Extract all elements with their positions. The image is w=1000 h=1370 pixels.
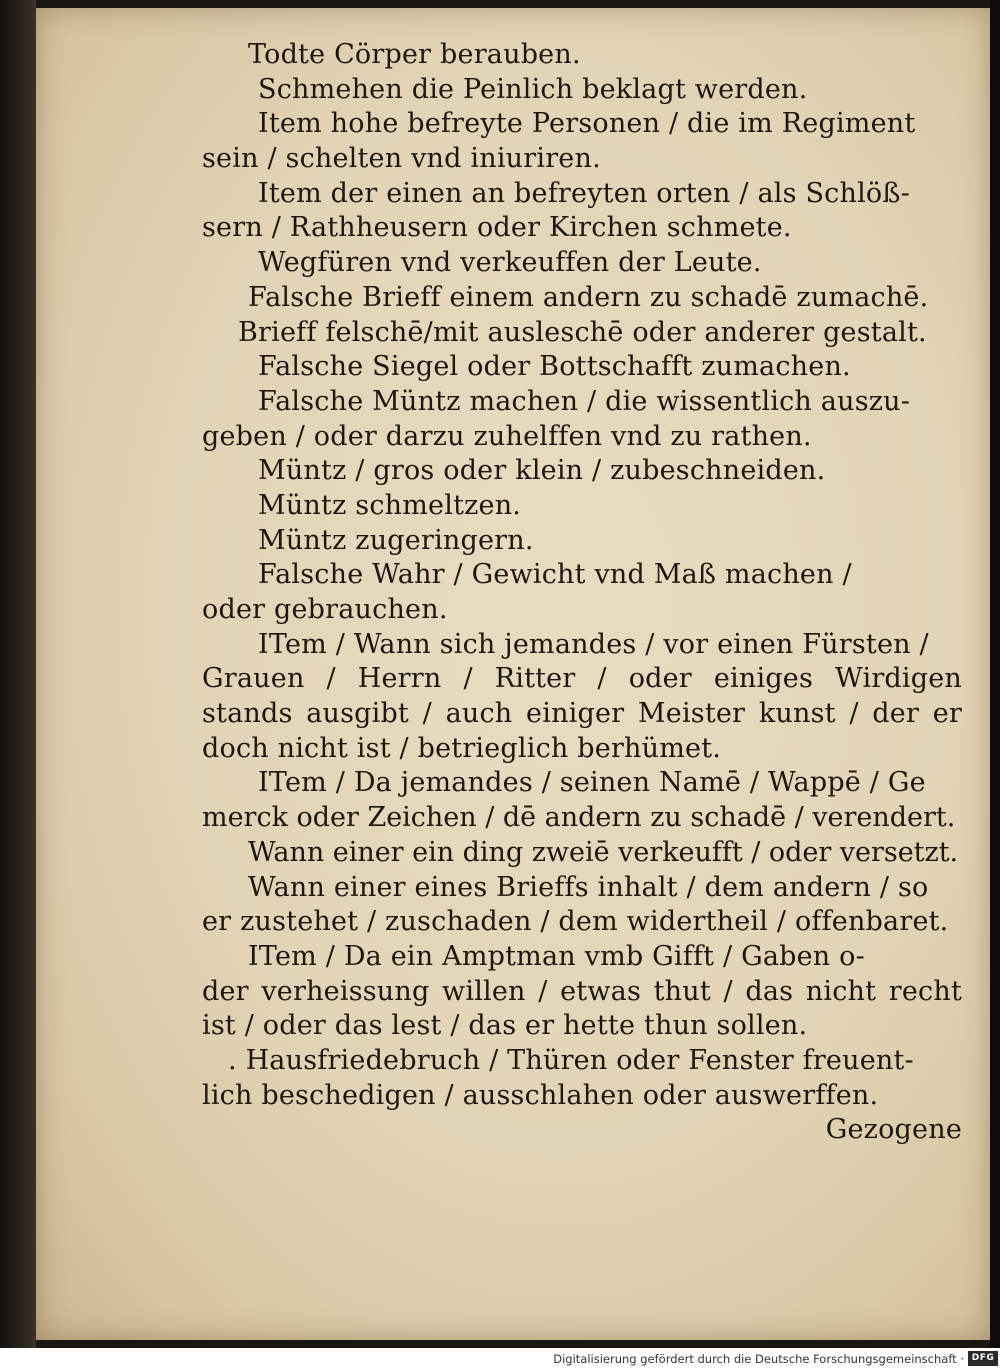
text-line: Brieff felschē/mit ausleschē oder anderer gestalt.: [238, 316, 927, 348]
text-line: ist / oder das lest / das er hette thun sollen.: [202, 1010, 808, 1042]
text-line: er zustehet / zuschaden / dem widertheil / offenbaret.: [202, 906, 949, 938]
text-line: der verheissung willen / etwas thut / das nicht recht: [202, 975, 962, 1007]
text-line: merck oder Zeichen / dē andern zu schadē / verendert.: [202, 802, 956, 834]
text-line: ITem / Da jemandes / seinen Namē / Wappē / Ge: [258, 767, 926, 799]
text-line: Müntz schmeltzen.: [258, 489, 522, 521]
text-line: ITem / Wann sich jemandes / vor einen Fürsten /: [258, 628, 929, 660]
text-line: Todte Cörper berauben.: [248, 39, 581, 70]
footer-bar: [0, 1348, 1000, 1370]
text-line: sern / Rathheusern oder Kirchen schmete.: [202, 212, 792, 244]
text-line: Müntz / gros oder klein / zubeschneiden.: [258, 455, 826, 487]
text-line: Falsche Müntz machen / die wissentlich auszu-: [258, 385, 911, 417]
text-line: doch nicht ist / betrieglich berhümet.: [202, 732, 722, 764]
dfg-logo: DFG: [968, 1351, 998, 1366]
text-line: . Hausfriedebruch / Thüren oder Fenster freuent-: [228, 1044, 914, 1076]
book-page: [36, 8, 990, 1340]
text-line: Wann einer eines Brieffs inhalt / dem andern / so: [248, 871, 929, 903]
text-line: Falsche Siegel oder Bottschafft zumachen.: [258, 351, 851, 383]
text-line: oder gebrauchen.: [202, 594, 448, 625]
text-line: lich beschedigen / ausschlahen oder auswerffen.: [202, 1079, 879, 1111]
text-line: geben / oder darzu zuhelffen vnd zu rathen.: [202, 420, 812, 452]
text-line: Grauen / Herrn / Ritter / oder einiges Wirdigen: [202, 663, 962, 695]
text-line: Falsche Brieff einem andern zu schadē zumachē.: [248, 281, 929, 313]
book-binding-edge: [0, 0, 36, 1348]
text-line: ITem / Da ein Amptman vmb Gifft / Gaben o-: [248, 940, 865, 972]
text-line: Müntz zugeringern.: [258, 524, 534, 556]
page-text-block: [202, 38, 962, 1148]
text-line: Wann einer ein ding zweiē verkeufft / oder versetzt.: [248, 836, 959, 868]
text-line: sein / schelten vnd iniuriren.: [202, 143, 601, 175]
text-line: Item hohe befreyte Personen / die im Regiment: [258, 108, 916, 140]
text-line: stands ausgibt / auch einiger Meister kunst / der er: [202, 698, 962, 730]
text-line: Item der einen an befreyten orten / als Schlöß-: [258, 177, 910, 209]
text-line: Schmehen die Peinlich beklagt werden.: [258, 73, 808, 105]
text-line: Wegfüren vnd verkeuffen der Leute.: [258, 247, 762, 279]
footer-credit: Digitalisierung gefördert durch die Deutsche Forschungsgemeinschaft ·: [553, 1352, 964, 1366]
text-line: Gezogene: [825, 1114, 962, 1146]
text-line: Falsche Wahr / Gewicht vnd Maß machen /: [258, 559, 852, 591]
scan-right-edge: [990, 0, 1000, 1348]
